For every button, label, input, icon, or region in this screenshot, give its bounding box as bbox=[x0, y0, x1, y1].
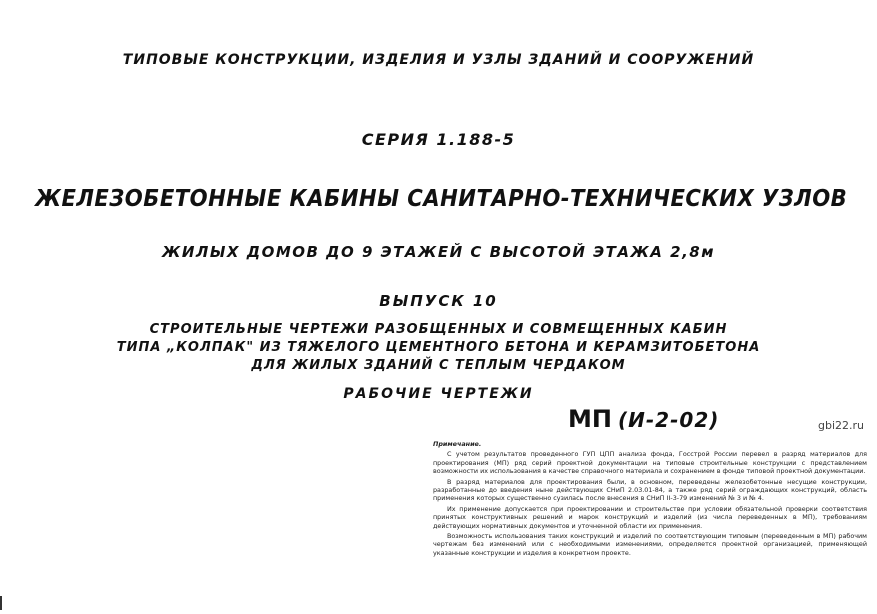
working-drawings-label: РАБОЧИЕ ЧЕРТЕЖИ bbox=[343, 386, 534, 402]
notes-paragraph: В разряд материалов для проектирования были, в основном, переведены железобетонные несущие конструкции, разработанные до введения ныне действующих СНиП 2.03.01-84, а также ряд серий ограждающих конструкций, область применения которых существенно сузилась после внесения в СНиП II-3-79 изменений № 3 и № 4. bbox=[433, 477, 867, 503]
collection-title: ТИПОВЫЕ КОНСТРУКЦИИ, ИЗДЕЛИЯ И УЗЛЫ ЗДАНИЙ И СООРУЖЕНИЙ bbox=[122, 52, 755, 68]
document-title: ЖЕЛЕЗОБЕТОННЫЕ КАБИНЫ САНИТАРНО-ТЕХНИЧЕСКИХ УЗЛОВ bbox=[35, 186, 848, 212]
watermark-site: gbi22.ru bbox=[818, 419, 865, 432]
status-code-detail: (И-2-02) bbox=[618, 408, 720, 432]
scan-edge-mark bbox=[0, 596, 6, 610]
notes-paragraph: С учетом результатов проведенного ГУП ЦПП анализа фонда, Госстрой России перевел в разряд материалов для проектирования (МП) ряд серий проектной документации на типовые строительные конструкции с представлением возможности их использования в качестве справочного материала и сохранением в фонде типовой проектной документации. bbox=[433, 450, 867, 476]
description-line-3: ДЛЯ ЖИЛЫХ ЗДАНИЙ С ТЕПЛЫМ ЧЕРДАКОМ bbox=[251, 358, 626, 373]
notes-title: Примечание. bbox=[433, 440, 482, 448]
document-subtitle: ЖИЛЫХ ДОМОВ ДО 9 ЭТАЖЕЙ С ВЫСОТОЙ ЭТАЖА 2,8м bbox=[162, 243, 715, 261]
issue-number: ВЫПУСК 10 bbox=[379, 292, 498, 310]
notes-paragraph: Возможность использования таких конструкций и изделий по соответствующим типовым (переведенным в МП) рабочим чертежам без изменений или с необходимыми изменениями, определяется проектной организацией, применяющей указанные конструкции и изделия в конкретном проекте. bbox=[433, 532, 867, 557]
description-line-2: ТИПА „КОЛПАК" ИЗ ТЯЖЕЛОГО ЦЕМЕНТНОГО БЕТОНА И КЕРАМЗИТОБЕТОНА bbox=[116, 340, 761, 355]
notes-block bbox=[433, 440, 867, 559]
description-line-1: СТРОИТЕЛЬНЫЕ ЧЕРТЕЖИ РАЗОБЩЕННЫХ И СОВМЕЩЕННЫХ КАБИН bbox=[149, 322, 728, 337]
notes-paragraph: Их применение допускается при проектировании и строительстве при условии обязательной проверки соответствия принятых конструктивных решений и марок конструкций и изделий (из числа переведенных в МП), требованиям действующих нормативных документов и уточненной области их применения. bbox=[433, 504, 867, 530]
series-number: СЕРИЯ 1.188-5 bbox=[361, 130, 516, 149]
status-code: МП bbox=[568, 405, 612, 433]
